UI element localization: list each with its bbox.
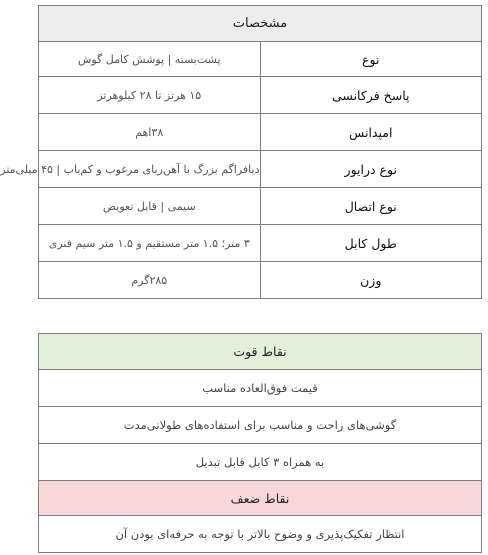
- pros-item: به همراه ۳ کابل قابل تبدیل: [39, 444, 482, 481]
- spec-label: نوع: [260, 42, 482, 77]
- spec-label: امپدانس: [260, 114, 482, 151]
- pros-header: نقاط قوت: [39, 334, 482, 370]
- spec-value: ۳ متر؛ ۱.۵ متر مستقیم و ۱.۵ متر سیم فنری: [39, 225, 261, 262]
- spec-label: نوع اتصال: [260, 188, 482, 225]
- cons-header-row: [39, 481, 482, 516]
- pros-item: قیمت فوق‌العاده مناسب: [39, 370, 482, 407]
- specs-table: [0, 5, 482, 299]
- pros-cons-table: [38, 333, 482, 553]
- cons-header: نقاط ضعف: [39, 481, 482, 516]
- specs-header: مشخصات: [39, 6, 482, 42]
- spec-value: ۲۸۵گرم: [39, 262, 261, 299]
- spec-value: ۱۵ هرتز تا ۲۸ کیلوهرتز: [39, 77, 261, 114]
- pros-header-row: [39, 334, 482, 370]
- pros-item-row: [39, 444, 482, 481]
- pros-item-row: [39, 407, 482, 444]
- spec-label: طول کابل: [260, 225, 482, 262]
- spec-row-impedance: [39, 114, 482, 151]
- spec-value: ۳۸اهم: [39, 114, 261, 151]
- pros-item: گوشی‌های راحت و مناسب برای استفاده‌های طولانی‌مدت: [39, 407, 482, 444]
- spec-label: نوع درایور: [260, 151, 482, 188]
- spec-row-frequency-response: [39, 77, 482, 114]
- spec-label: پاسخ فرکانسی: [260, 77, 482, 114]
- cons-item-row: [39, 516, 482, 553]
- spec-label: وزن: [260, 262, 482, 299]
- spec-row-type: [39, 42, 482, 77]
- spec-value: سیمی | قابل تعویض: [39, 188, 261, 225]
- spec-value: دیافراگم بزرگ با آهن‌ربای مرغوب و کم‌یاب | ۴۵ میلی‌متر: [39, 151, 261, 188]
- pros-item-row: [39, 370, 482, 407]
- specs-header-row: [39, 6, 482, 42]
- spec-value: پشت‌بسته | پوشش کامل گوش: [39, 42, 261, 77]
- spec-row-weight: [39, 262, 482, 299]
- cons-item: انتظار تفکیک‌پذیری و وضوح بالاتر با توجه به حرفه‌ای بودن آن: [39, 516, 482, 553]
- spec-row-driver-type: [39, 151, 482, 188]
- spec-row-connection: [39, 188, 482, 225]
- spec-row-cable-length: [39, 225, 482, 262]
